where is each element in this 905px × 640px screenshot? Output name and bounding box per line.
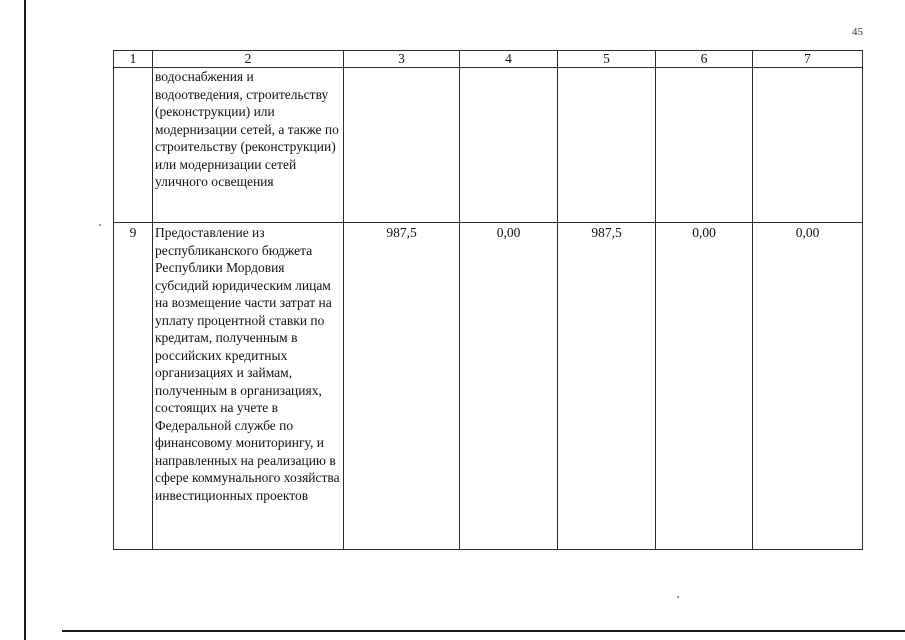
- column-header: 5: [558, 51, 656, 68]
- value-cell-col3: [344, 68, 460, 223]
- column-header: 4: [460, 51, 558, 68]
- scan-speck: [99, 224, 101, 226]
- column-header: 3: [344, 51, 460, 68]
- row-number-cell: 9: [114, 223, 153, 550]
- scan-edge-left: [24, 0, 26, 640]
- row-description-cell: Предоставление из республиканского бюджета Республики Мордовия субсидий юридическим лицам на возмещение части затрат на уплату процентной ставки по кредитам, полученным в российских кредитных организациях и займам, полученным в организациях, состоящих на учете в Федеральной службе по финансовому мониторингу, и направленных на реализацию в сфере коммунального хозяйства инвестиционных проектов: [153, 223, 344, 550]
- value-cell-col7: 0,00: [753, 223, 863, 550]
- table-header-row: [114, 51, 863, 68]
- table-row: [114, 68, 863, 223]
- row-number-cell: [114, 68, 153, 223]
- column-header: 2: [153, 51, 344, 68]
- table-row: [114, 223, 863, 550]
- column-header: 1: [114, 51, 153, 68]
- value-cell-col6: 0,00: [656, 223, 753, 550]
- scan-speck: [677, 596, 679, 598]
- value-cell-col5: [558, 68, 656, 223]
- column-header: 7: [753, 51, 863, 68]
- budget-table: [113, 50, 863, 550]
- value-cell-col6: [656, 68, 753, 223]
- value-cell-col4: 0,00: [460, 223, 558, 550]
- value-cell-col5: 987,5: [558, 223, 656, 550]
- scan-edge-bottom: [62, 630, 905, 632]
- value-cell-col3: 987,5: [344, 223, 460, 550]
- value-cell-col7: [753, 68, 863, 223]
- value-cell-col4: [460, 68, 558, 223]
- row-description-cell: водоснабжения и водоотведения, строительству (реконструкции) или модернизации сетей, а также по строительству (реконструкции) или модернизации сетей уличного освещения: [153, 68, 344, 223]
- page-number: 45: [852, 26, 863, 38]
- column-header: 6: [656, 51, 753, 68]
